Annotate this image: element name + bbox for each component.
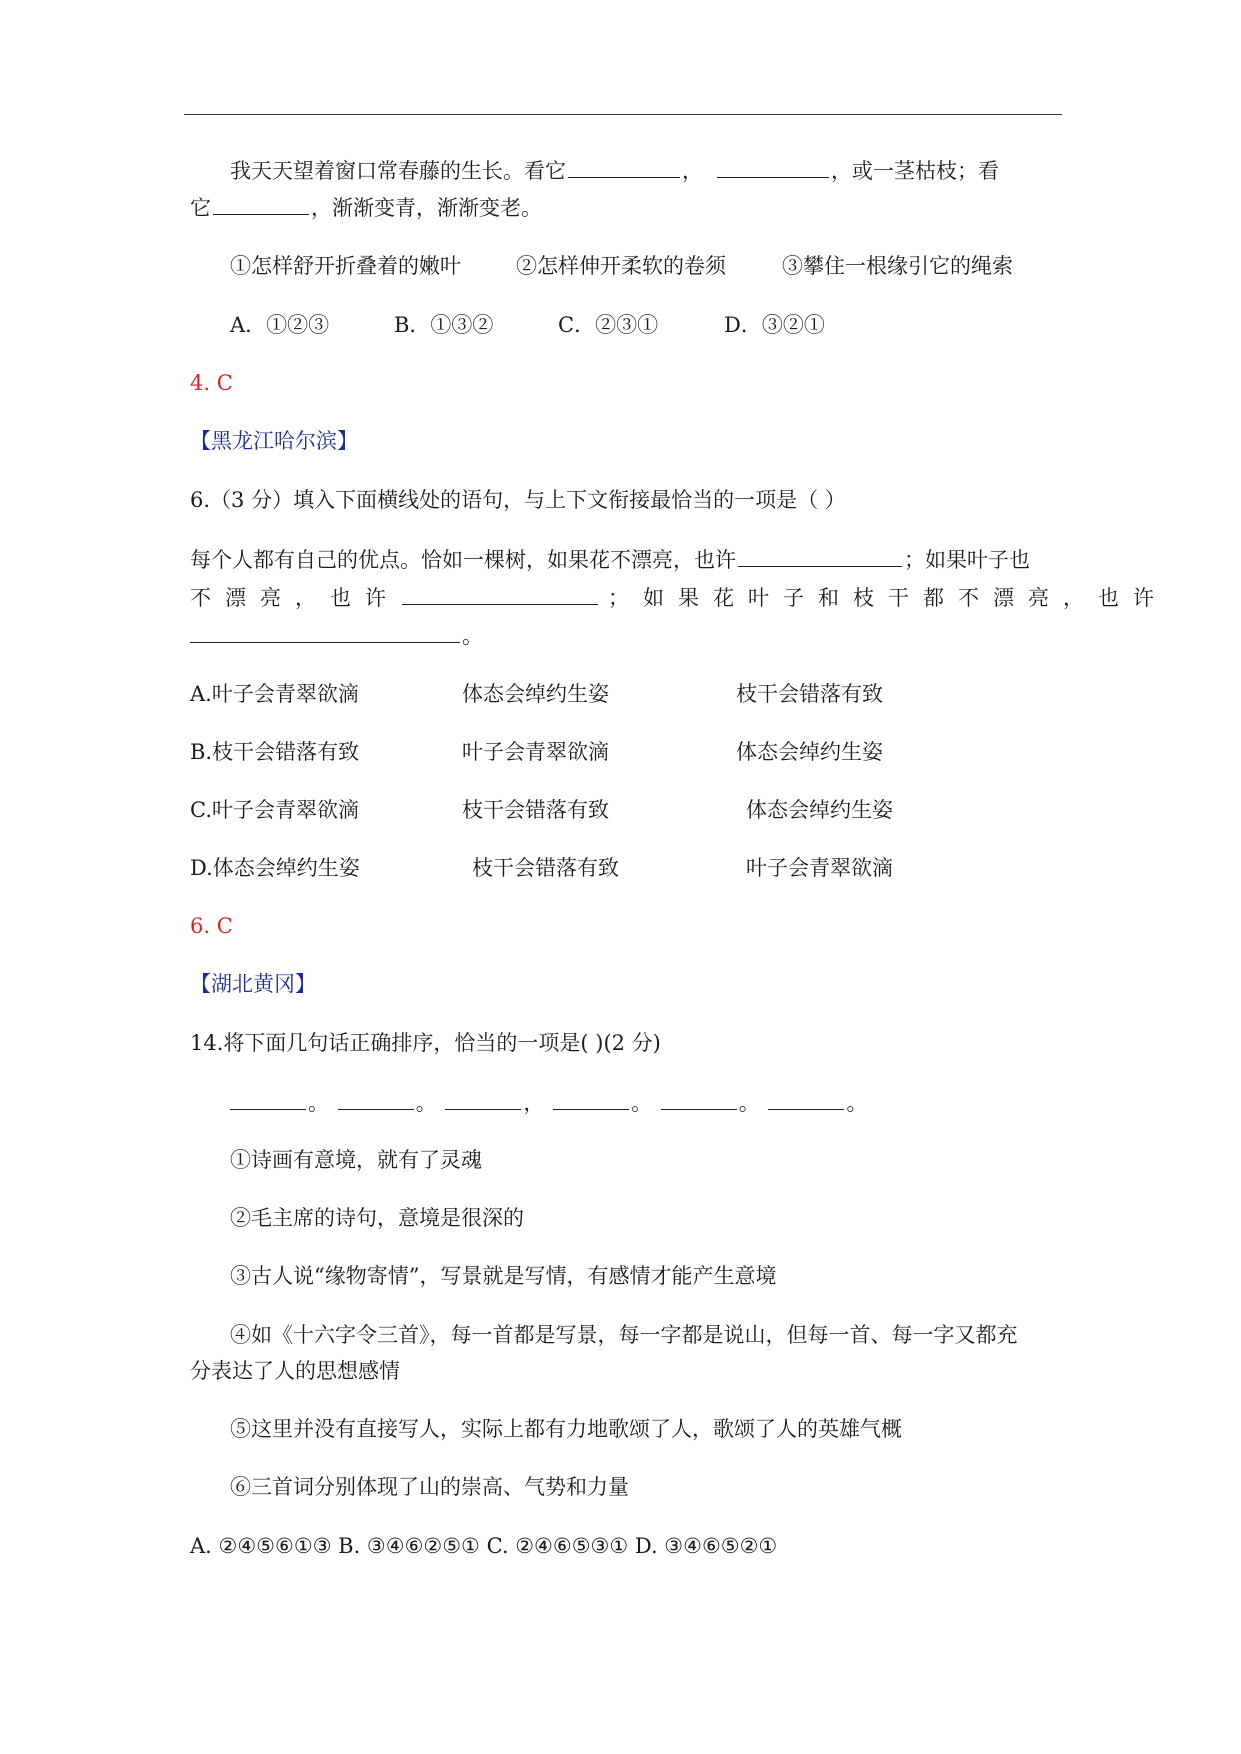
blank <box>213 192 309 215</box>
q14-sentence-2: ②毛主席的诗句，意境是很深的 <box>230 1206 524 1230</box>
blank <box>190 620 460 643</box>
document-page: 我天天望着窗口常春藤的生长。看它 ， ，或一茎枯枝；看 它 ，渐渐变青，渐渐变老。 ①怎样舒开折叠着的嫩叶 ②怎样伸开柔软的卷须 ③攀住一根缘引它的绳索 A．①②③ B．①③② C．②③① D．③②① 4. C 【黑龙江哈尔滨】 6.（3 分）填入下面横线处的语句，与上下文衔接最恰当的一项是（ ） 每个人都有自己的优点。恰如一棵树，如果花不漂亮，也许 ；如果叶子也 不漂亮，也许 ；如果花叶子和枝干都不漂亮，也许 。 A.叶子会青翠欲滴 体态会绰约生姿 枝干会错落有致 B.枝干会错落有致 叶子会青翠欲滴 体态会绰约生姿 C.叶子会青翠欲滴 枝干会错落有致 体态会绰约生姿 D.体态会绰约生姿 枝干会错落有致 叶子会青翠欲滴 6. C 【湖北黄冈】 14.将下面几句话正确排序，恰当的一项是( )(2 分) 。 。 ， 。 。 。 ①诗画有意境，就有了灵魂 ②毛主席的诗句，意境是很深的 ③古人说“缘物寄情”，写景就是写情，有感情才能产生意境 ④如《十六字令三首》，每一首都是写景，每一字都是说山，但每一首、每一字又都充 分表达了人的思想感情 ⑤这里并没有直接写人，实际上都有力地歌颂了人，歌颂了人的英雄气概 ⑥三首词分别体现了山的崇高、气势和力量 A. ②④⑤⑥①③ B. ③④⑥②⑤① C. ②④⑥⑤③① D. ③④⑥⑤②① <box>0 0 1241 1754</box>
answer-4: 4. C <box>190 371 233 395</box>
q6-para-1: 每个人都有自己的优点。恰如一棵树，如果花不漂亮，也许 ；如果叶子也 <box>190 544 1060 575</box>
q14-sentence-6: ⑥三首词分别体现了山的崇高、气势和力量 <box>230 1475 629 1499</box>
q14-sentence-5: ⑤这里并没有直接写人，实际上都有力地歌颂了人，歌颂了人的英雄气概 <box>230 1417 902 1441</box>
blank <box>738 544 902 567</box>
blank <box>445 1087 521 1110</box>
vine-line-1: 我天天望着窗口常春藤的生长。看它 ， ，或一茎枯枝；看 <box>230 155 1100 186</box>
q14-sentence-1: ①诗画有意境，就有了灵魂 <box>230 1148 482 1172</box>
blank <box>568 155 680 178</box>
blank <box>230 1087 306 1110</box>
blank <box>768 1087 844 1110</box>
q6-para-2: 不漂亮，也许 ；如果花叶子和枝干都不漂亮，也许 <box>190 582 1060 613</box>
q14-stem: 14.将下面几句话正确排序，恰当的一项是( )(2 分) <box>190 1031 661 1055</box>
q14-blanks: 。 。 ， 。 。 。 <box>230 1087 1100 1118</box>
blank <box>717 155 829 178</box>
region-heilongjiang: 【黑龙江哈尔滨】 <box>190 429 358 453</box>
blank <box>402 582 598 605</box>
q14-choices: A. ②④⑤⑥①③ B. ③④⑥②⑤① C. ②④⑥⑤③① D. ③④⑥⑤②① <box>190 1534 778 1558</box>
q14-sentence-3: ③古人说“缘物寄情”，写景就是写情，有感情才能产生意境 <box>230 1264 777 1288</box>
blank <box>661 1087 737 1110</box>
q6-stem: 6.（3 分）填入下面横线处的语句，与上下文衔接最恰当的一项是（ ） <box>190 488 846 512</box>
blank <box>338 1087 414 1110</box>
blank <box>553 1087 629 1110</box>
q14-sentence-4b: 分表达了人的思想感情 <box>190 1359 400 1383</box>
q6-para-3: 。 <box>190 620 1060 651</box>
region-hubei: 【湖北黄冈】 <box>190 972 316 996</box>
answer-6: 6. C <box>190 914 233 938</box>
vine-line-2: 它 ，渐渐变青，渐渐变老。 <box>190 192 1060 223</box>
header-rule <box>184 114 1062 115</box>
q14-sentence-4a: ④如《十六字令三首》，每一首都是写景，每一字都是说山，但每一首、每一字又都充 <box>230 1323 1018 1347</box>
